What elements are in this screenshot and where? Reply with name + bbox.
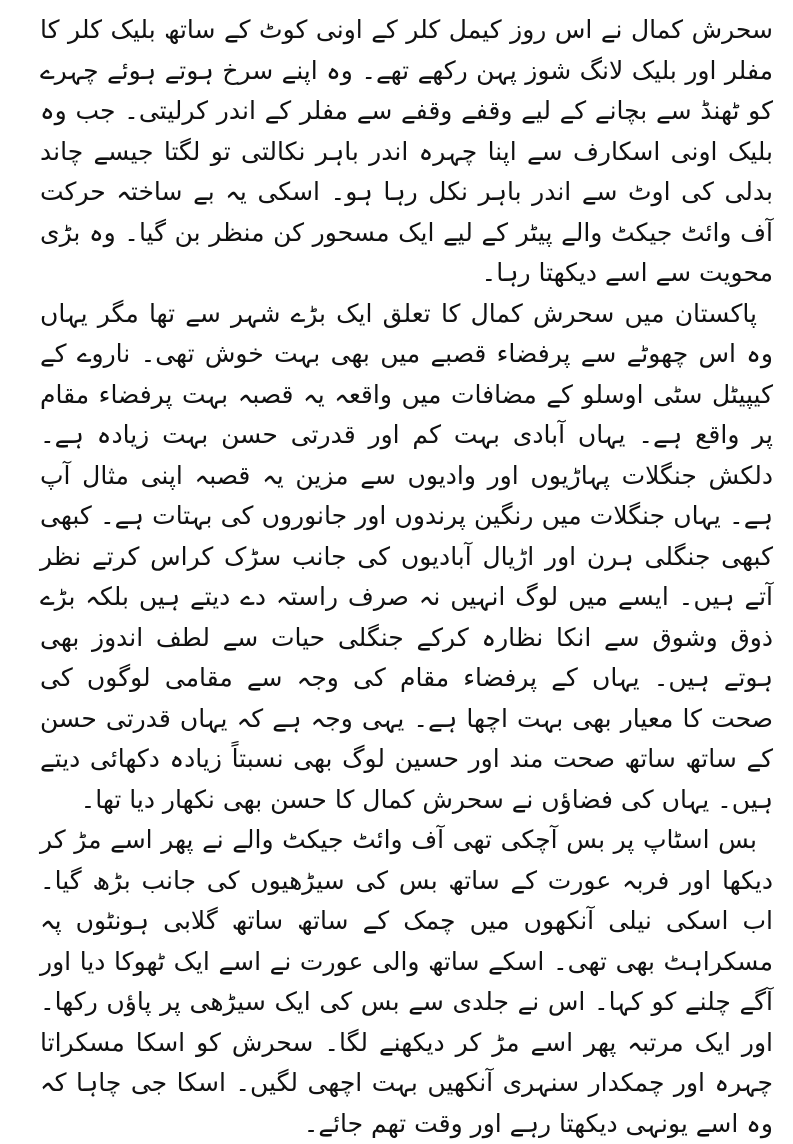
- paragraph-1: سحرش کمال نے اس روز کیمل کلر کے اونی کوٹ کے ساتھ بلیک کلر کا مفلر اور بلیک لانگ شوز پہن رکھے تھے۔ وہ اپنے سرخ ہوتے ہوئے چہرے کو ٹھنڈ سے بچانے کے لیے وقفے وقفے سے مفلر کے اندر کرلیتی۔ جب وہ بلیک اونی اسکارف سے اپنا چہرہ اندر باہر نکالتی تو لگتا جیسے چاند بدلی کی اوٹ سے اندر باہر نکل رہا ہو۔ اسکی یہ بے ساختہ حرکت آف وائٹ جیکٹ والے پیٹر کے لیے ایک مسحور کن منظر بن گیا۔ وہ بڑی محویت سے اسے دیکھتا رہا۔: [40, 15, 773, 287]
- paragraph-3: بس اسٹاپ پر بس آچکی تھی آف وائٹ جیکٹ والے نے پھر اسے مڑ کر دیکھا اور فربہ عورت کے ساتھ بس کی سیڑھیوں کی جانب بڑھ گیا۔ اب اسکی نیلی آنکھوں میں چمک کے ساتھ ساتھ گلابی ہونٹوں پہ مسکراہٹ بھی تھی۔ اسکے ساتھ والی عورت نے اسے ایک ٹھوکا دیا اور آگے چلنے کو کہا۔ اس نے جلدی سے بس کی ایک سیڑھی پر پاؤں رکھا۔ اور ایک مرتبہ پھر اسے مڑ کر دیکھنے لگا۔ سحرش کو اسکا مسکراتا چہرہ اور چمکدار سنہری آنکھیں بہت اچھی لگیں۔ اسکا جی چاہا کہ وہ اسے یونہی دیکھتا رہے اور وقت تھم جائے۔: [40, 825, 773, 1138]
- paragraph-2: پاکستان میں سحرش کمال کا تعلق ایک بڑے شہر سے تھا مگر یہاں وہ اس چھوٹے سے پرفضاء قصبے میں بھی بہت خوش تھی۔ ناروے کے کیپیٹل سٹی اوسلو کے مضافات میں واقعہ یہ قصبہ بہت پرفضاء مقام پر واقع ہے۔ یہاں آبادی بہت کم اور قدرتی حسن بہت زیادہ ہے۔ دلکش جنگلات پہاڑیوں اور وادیوں سے مزین یہ قصبہ اپنی مثال آپ ہے۔ یہاں جنگلات میں رنگین پرندوں اور جانوروں کی بہتات ہے۔ کبھی کبھی جنگلی ہرن اور اڑیال آبادیوں کی جانب سڑک کراس کرتے نظر آتے ہیں۔ ایسے میں لوگ انہیں نہ صرف راستہ دے دیتے ہیں بلکہ بڑے ذوق وشوق سے انکا نظارہ کرکے جنگلی حیات سے لطف اندوز بھی ہوتے ہیں۔ یہاں کے پرفضاء مقام کی وجہ سے مقامی لوگوں کی صحت کا معیار بھی بہت اچھا ہے۔ یہی وجہ ہے کہ یہاں قدرتی حسن کے ساتھ ساتھ صحت مند اور حسین لوگ بھی نسبتاً زیادہ دکھائی دیتے ہیں۔ یہاں کی فضاؤں نے سحرش کمال کا حسن بھی نکھار دیا تھا۔: [40, 298, 773, 814]
- story-text: [40, 10, 773, 1144]
